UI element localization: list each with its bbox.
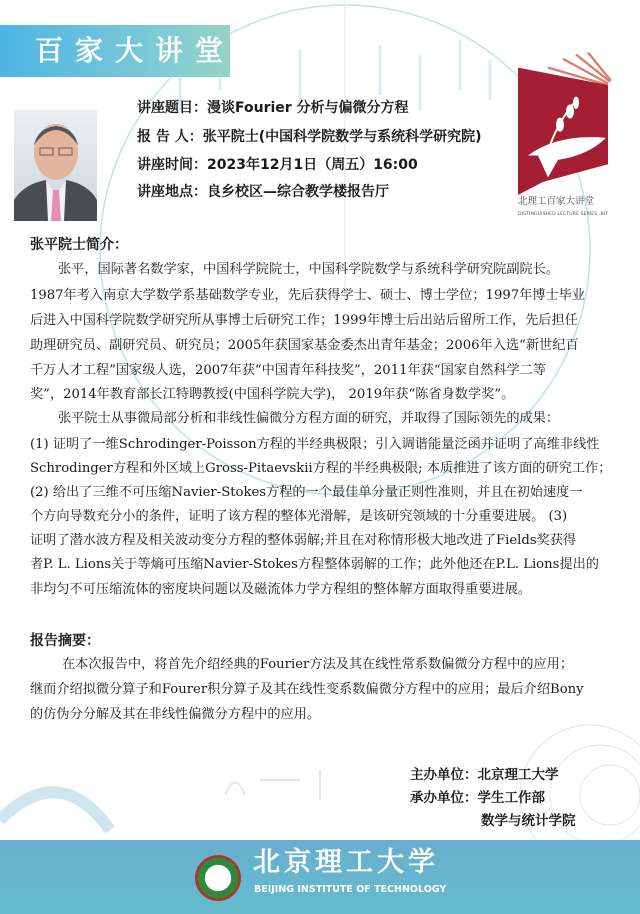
university-seal-icon — [195, 855, 241, 901]
speaker-portrait-icon — [14, 110, 97, 221]
host-organizer: 主办单位：北京理工大学 — [410, 767, 559, 783]
bio-line: 个方向导数充分小的条件，证明了该方程的整体光滑解，是该研究领域的十分重要进展。 (3) — [30, 509, 568, 524]
series-banner — [0, 25, 236, 77]
bio-line: 者P. L. Lions关于等熵可压缩Navier-Stokes方程整体弱解的工作；此外他还在P.L. Lions提出的 — [30, 557, 599, 572]
bio-line: 张平，国际著名数学家，中国科学院院士，中国科学院数学与系统科学研究院副院长。 — [58, 262, 560, 277]
bio-line: 后进入中国科学院数学研究所从事博士后研究工作；1999年博士后出站后留所工作，先后担任 — [30, 313, 578, 328]
bio-line: 证明了潜水波方程及相关波动变分方程的整体弱解;并且在对称情形极大地改进了Fields奖获得 — [30, 533, 577, 548]
bio-line: (2) 给出了三维不可压缩Navier-Stokes方程的一个最佳单分量正则性准则，并且在初始速度一 — [30, 485, 583, 500]
abstract-heading: 报告摘要： — [30, 633, 100, 649]
abstract-line: 的仿伪分分解及其在非线性偏微分方程中的应用。 — [30, 707, 321, 722]
lecture-topic: 讲座题目：漫谈Fourier 分析与偏微分方程 — [137, 100, 409, 116]
abstract-line: 继而介绍拟微分算子和Fourer积分算子及其在线性变系数偏微分方程中的应用；最后介绍Bony — [30, 682, 584, 697]
logo-text-en: DISTINGUISHED LECTURE SERIES, BIT — [518, 212, 609, 217]
speaker-photo — [14, 110, 97, 221]
abstract-line: 在本次报告中，将首先介绍经典的Fourier方法及其在线性常系数偏微分方程中的应用； — [62, 657, 574, 672]
bio-line: 助理研究员、副研究员、研究员；2005年获国家基金委杰出青年基金；2006年入选“新世纪百 — [30, 338, 579, 353]
series-title: 百家大讲堂 — [35, 34, 236, 67]
lecture-series-logo-icon — [518, 50, 613, 195]
university-name-cn: 北京理工大学 — [253, 847, 439, 878]
lecture-time: 讲座时间：2023年12月1日（周五）16:00 — [137, 157, 418, 173]
lecture-speaker: 报 告 人：张平院士(中国科学院数学与系统科学研究院) — [137, 129, 482, 145]
bio-heading: 张平院士简介： — [30, 237, 128, 253]
logo-text-cn: 北理工百家大讲堂 — [518, 196, 595, 207]
university-name-en: BEIJING INSTITUTE OF TECHNOLOGY — [254, 884, 447, 895]
bio-line: 奖”，2014年教育部长江特聘教授(中国科学院大学)， 2019年获“陈省身数学奖”。 — [30, 387, 515, 402]
bio-line: 千万人才工程”国家级人选，2007年获“中国青年科技奖”，2011年获“国家自然科学二等 — [30, 363, 547, 378]
bio-line: 1987年考入南京大学数学系基础数学专业，先后获得学士、硕士、博士学位；1997年博士毕业 — [30, 288, 586, 303]
lecture-place: 讲座地点：良乡校区—综合教学楼报告厅 — [137, 184, 389, 200]
bio-line: 张平院士从事微局部分析和非线性偏微分方程方面的研究，并取得了国际领先的成果： — [58, 411, 560, 426]
co-organizer: 承办单位：学生工作部 — [410, 790, 545, 806]
bio-line: 非均匀不可压缩流体的密度块问题以及磁流体力学方程组的整体解方面取得重要进展。 — [30, 582, 532, 597]
bio-line: Schrodinger方程和外区域上Gross-Pitaevskii方程的半经典极限; 本质推进了该方面的研究工作； — [30, 461, 612, 476]
bio-line: (1) 证明了一维Schrodinger-Poisson方程的半经典极限；引入调谐能量泛函并证明了高维非线性 — [30, 437, 600, 452]
co-organizer-2: 数学与统计学院 — [481, 813, 576, 829]
